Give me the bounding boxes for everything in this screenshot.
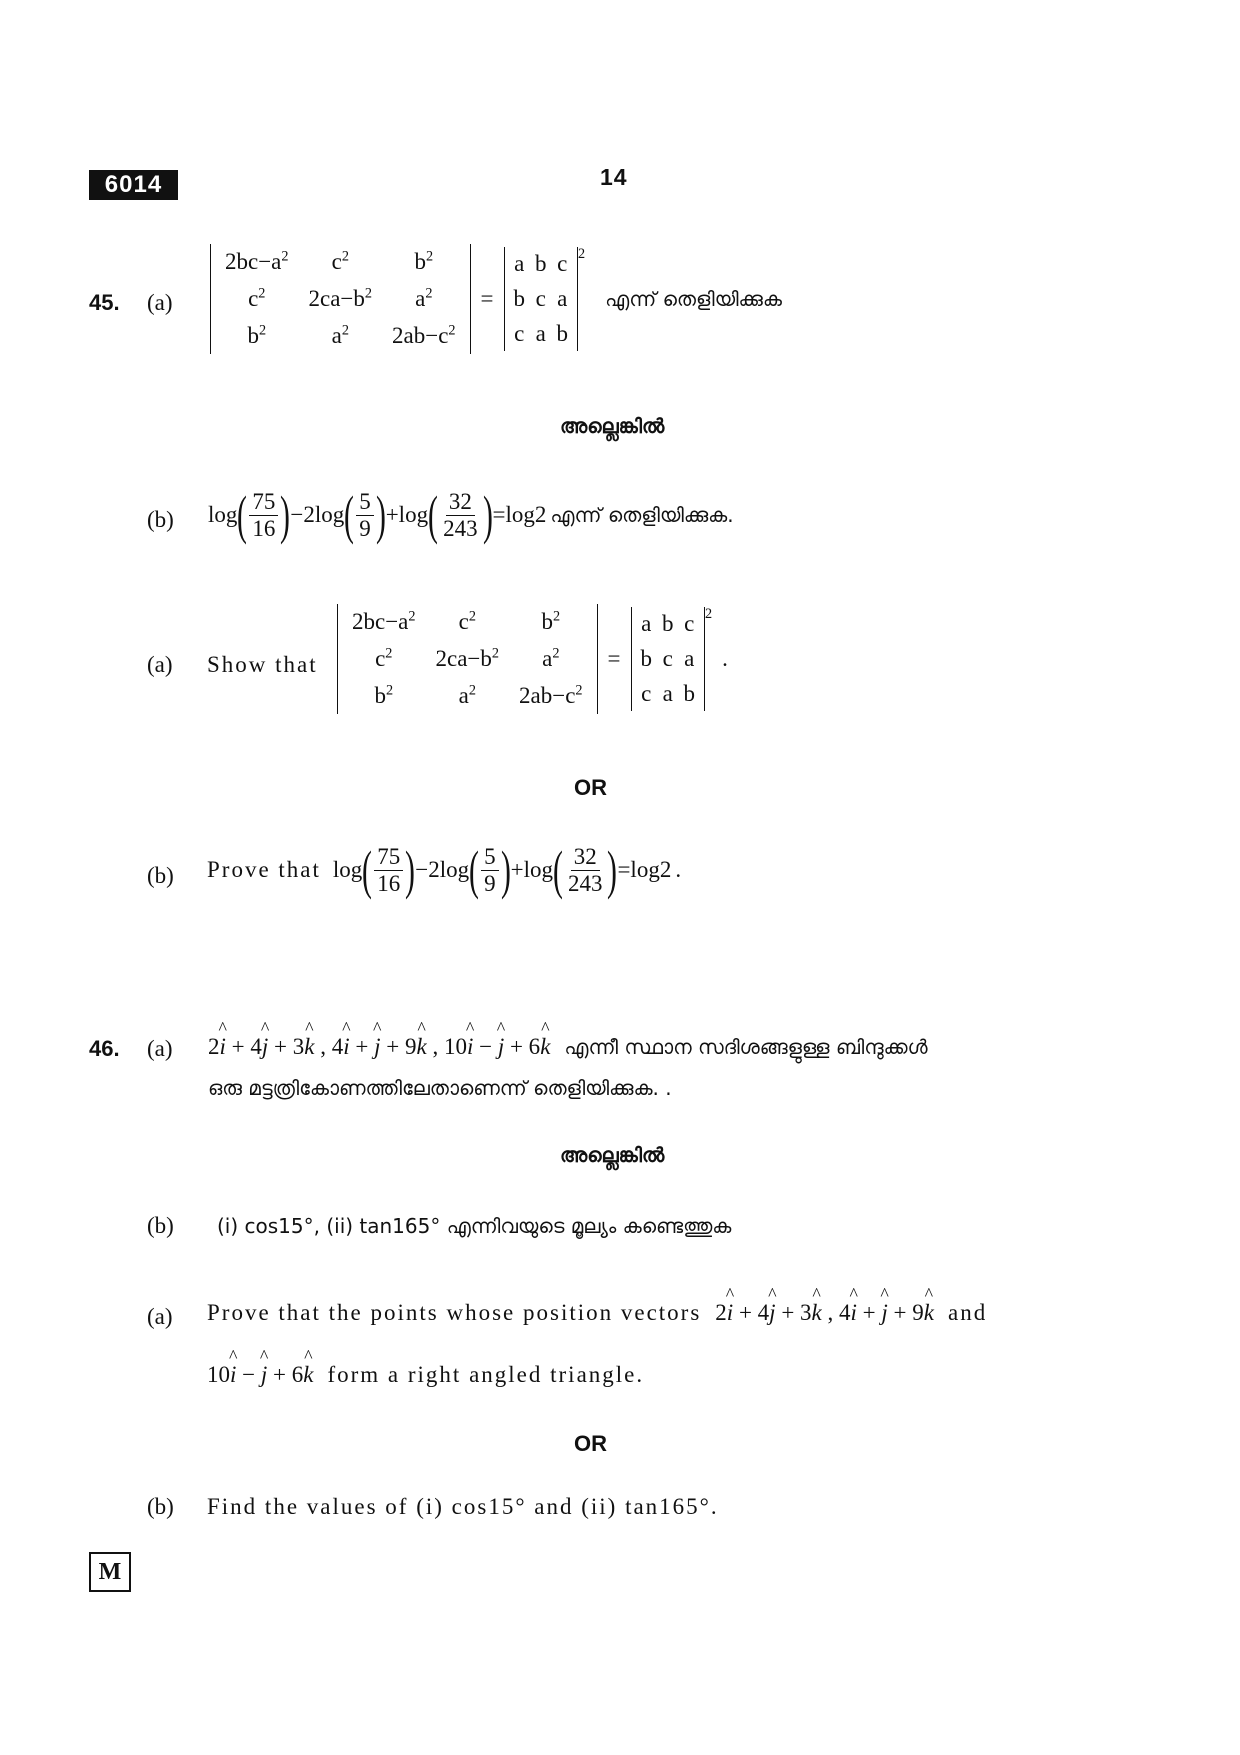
- en-b-text: Find the values of (i) cos15° and (ii) tan165°.: [207, 1494, 719, 1519]
- vector-line-mal: 2^ i + 4^ j + 3^ k , 4^ i + ^ j + 9^ k , 10^ i − ^ j + 6^ k എന്നീ സ്ഥാന സദിശങ്ങളുള്ള ബിന്ദുക്കൾ: [208, 1034, 928, 1060]
- part-b-label-en: (b): [147, 863, 174, 888]
- or-separator-2: OR: [574, 1431, 607, 1456]
- page-number: 14: [600, 164, 628, 190]
- mal-prove-suffix: എന്ന് തെളിയിക്കുക: [605, 287, 782, 312]
- question-number-45: 45.: [89, 290, 120, 315]
- q46-part-b-label-en: (b): [147, 1494, 174, 1519]
- mal-b-text: (i) cos15°, (ii) tan165° എന്നിവയുടെ മൂല്യം കണ്ടെത്തുക: [217, 1214, 732, 1238]
- determinant-equation-mal: $2bc-a^2$ $c^2$ $b^2$ $c^2$ $2ca-b^2$ $a^2$ $b^2$ $a^2$ $2ab-c^2$ = a b c b c a c a b 2 എന്ന് തെളിയിക്കുക: [210, 244, 782, 354]
- or-separator-1: OR: [574, 775, 607, 800]
- determinant-equation-en: $2bc-a^2$ $c^2$ $b^2$ $c^2$ $2ca-b^2$ $a^2$ $b^2$ $a^2$ $2ab-c^2$ = a b c b c a c a b 2 .: [337, 604, 728, 714]
- vector-line-en-1: Prove that the points whose position vectors 2^ i + 4^ j + 3^ k , 4^ i + ^ j + 9^ k and: [207, 1300, 987, 1326]
- lhs-determinant-en: $2bc-a^2$ $c^2$ $b^2$ $c^2$ $2ca-b^2$ $a^2$ $b^2$ $a^2$ $2ab-c^2$: [337, 604, 598, 714]
- part-b-label: (b): [147, 507, 174, 532]
- show-that-text: Show that: [207, 652, 318, 677]
- log-equation-mal: log ( $\frac{75}{16}$ ) −2log ( $\frac{5}{9}$ ) +log ( $\frac{32}{243}$ ) =log2 എന്ന് തെളിയിക്കുക.: [208, 485, 734, 545]
- paper-code-badge: 6014: [89, 170, 178, 200]
- part-a-label-en: (a): [147, 652, 173, 677]
- mal-a-line1-suffix: എന്നീ സ്ഥാന സദിശങ്ങളുള്ള ബിന്ദുക്കൾ: [564, 1035, 928, 1059]
- vector-line-en-2: 10^ i − ^ j + 6^ k form a right angled triangle.: [207, 1362, 644, 1388]
- question-number-46: 46.: [89, 1036, 120, 1061]
- rhs-determinant-en: a b c b c a c a b: [631, 607, 706, 711]
- q46-part-a-label: (a): [147, 1036, 173, 1061]
- page-mark-badge: M: [89, 1552, 131, 1592]
- part-a-label: (a): [147, 290, 173, 315]
- lhs-determinant: $2bc-a^2$ $c^2$ $b^2$ $c^2$ $2ca-b^2$ $a^2$ $b^2$ $a^2$ $2ab-c^2$: [210, 244, 471, 354]
- mal-a-line2: ഒരു മട്ടത്രികോണത്തിലേതാണെന്ന് തെളിയിക്കുക. .: [208, 1076, 672, 1100]
- q46-part-a-label-en: (a): [147, 1304, 173, 1329]
- separator-mal-2: അല്ലെങ്കിൽ: [560, 1143, 665, 1167]
- log-equation-en: Prove that log ( $\frac{75}{16}$ ) −2log ( $\frac{5}{9}$ ) +log ( $\frac{32}{243}$ ) =log2 .: [207, 840, 682, 900]
- mal-prove-suffix-b: എന്ന് തെളിയിക്കുക.: [550, 503, 734, 527]
- separator-mal-1: അല്ലെങ്കിൽ: [560, 414, 665, 438]
- rhs-determinant: a b c b c a c a b: [504, 247, 579, 351]
- q46-part-b-label: (b): [147, 1213, 174, 1238]
